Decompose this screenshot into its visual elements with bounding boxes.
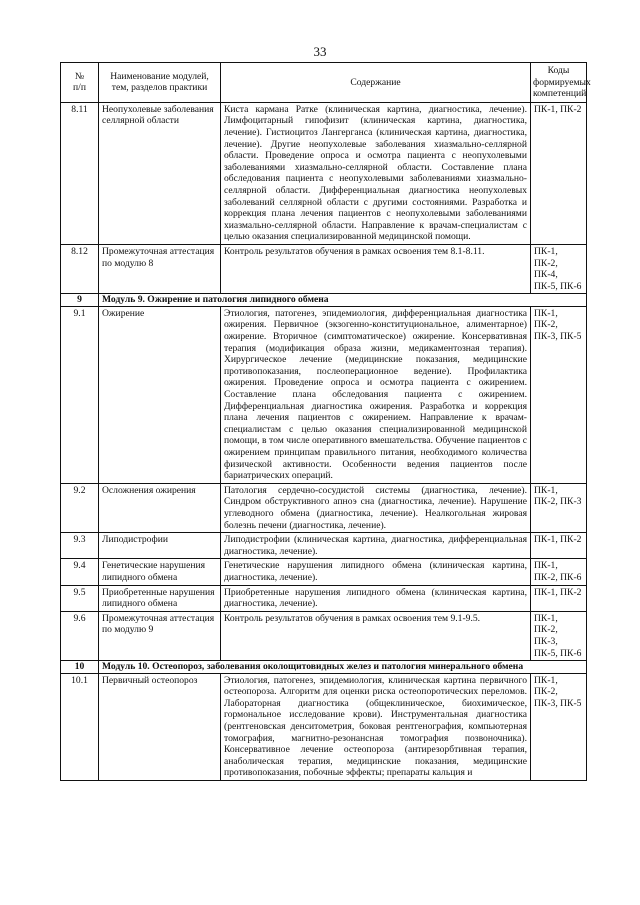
row-number: 9.4 — [61, 559, 99, 585]
table-header-row — [61, 63, 587, 103]
row-codes: ПК-1, ПК-2, ПК-3, ПК-5 — [531, 306, 587, 483]
row-number: 9.3 — [61, 533, 99, 559]
row-name: Неопухолевые заболевания селлярной области — [99, 102, 221, 244]
row-number: 8.11 — [61, 102, 99, 244]
row-content: Этиология, патогенез, эпидемиология, дифференциальная диагностика ожирения. Первичное (экзогенно-конституциональное, алиментарное) ожирение. Вторичное (симптоматическое) ожирение. Консервативная терапия (модификация образа жизни, медикаментозная терапия). Хирургическое лечение (медицинские показания, медицинские противопоказания, послеоперационное ведение). Профилактика ожирения. Проведение опроса и осмотра пациента с ожирением. Составление плана обследования пациента с ожирением. Дифференциальная диагностика ожирения. Разработка и коррекция плана лечения пациентов с ожирением. Направление к врачам-специалистам с целью оказания специализированной медицинской помощи, в том числе оперативного вмешательства. Обучение пациентов с ожирением принципам правильного питания, необходимого количества физической активности. Особенности ведения пациентов после бариатрических операций. — [221, 306, 531, 483]
header-name: Наименование модулей, тем, разделов практики — [99, 63, 221, 103]
row-content: Приобретенные нарушения липидного обмена (клиническая картина, диагностика, лечение). — [221, 585, 531, 611]
row-codes: ПК-1, ПК-2 — [531, 585, 587, 611]
header-num: № п/п — [61, 63, 99, 103]
header-content: Содержание — [221, 63, 531, 103]
table-row — [61, 306, 587, 483]
row-content: Киста кармана Ратке (клиническая картина, диагностика, лечение). Лимфоцитарный гипофизит (клиническая картина, диагностика, лечение). Гистиоцитоз Лангерганса (клиническая картина, диагностика, лечение). Другие неопухолевые заболевания хиазмально-селлярной области. Проведение опроса и осмотра пациента с неопухолевыми заболеваниями хиазмально-селлярной области. Составление плана обследования пациента с неопухолевыми заболеваниями хиазмально-селлярной области. Дифференциальная диагностика неопухолевых заболеваний селлярной области с другими состояниями. Разработка и коррекция плана лечения пациентов с неопухолевыми заболеваниями хиазмально-селлярной области. Направление к врачам-специалистам с целью оказания специализированной медицинской помощи. — [221, 102, 531, 244]
table-row — [61, 533, 587, 559]
module-row — [61, 661, 587, 674]
row-content: Контроль результатов обучения в рамках освоения тем 8.1-8.11. — [221, 244, 531, 293]
row-codes: ПК-1, ПК-2, ПК-3 — [531, 483, 587, 532]
module-number: 10 — [61, 661, 99, 674]
module-row — [61, 294, 587, 307]
row-codes: ПК-1, ПК-2 — [531, 533, 587, 559]
row-name: Промежуточная аттестация по модулю 9 — [99, 611, 221, 660]
table-row — [61, 611, 587, 660]
row-name: Приобретенные нарушения липидного обмена — [99, 585, 221, 611]
page-number: 33 — [313, 44, 327, 59]
row-name: Ожирение — [99, 306, 221, 483]
row-codes: ПК-1, ПК-2, ПК-6 — [531, 559, 587, 585]
row-name: Промежуточная аттестация по модулю 8 — [99, 244, 221, 293]
row-number: 10.1 — [61, 673, 99, 780]
table-row — [61, 483, 587, 532]
table-body — [61, 102, 587, 780]
row-number: 9.2 — [61, 483, 99, 532]
row-name: Генетические нарушения липидного обмена — [99, 559, 221, 585]
header-codes: Коды формируемых компетенций — [531, 63, 587, 103]
row-codes: ПК-1, ПК-2, ПК-4, ПК-5, ПК-6 — [531, 244, 587, 293]
row-name: Осложнения ожирения — [99, 483, 221, 532]
row-codes: ПК-1, ПК-2, ПК-3, ПК-5, ПК-6 — [531, 611, 587, 660]
row-content: Патология сердечно-сосудистой системы (диагностика, лечение). Синдром обструктивного апноэ сна (диагностика, лечение). Нарушение углеводного обмена (диагностика, лечение). Неалкогольная жировая болезнь печени (диагностика, лечение). — [221, 483, 531, 532]
table-row — [61, 244, 587, 293]
row-name: Первичный остеопороз — [99, 673, 221, 780]
table-row — [61, 673, 587, 780]
module-number: 9 — [61, 294, 99, 307]
module-title: Модуль 10. Остеопороз, заболевания околощитовидных желез и патология минерального обмена — [99, 661, 587, 674]
table-row — [61, 102, 587, 244]
table-row — [61, 559, 587, 585]
row-name: Липодистрофии — [99, 533, 221, 559]
table-row — [61, 585, 587, 611]
row-content: Контроль результатов обучения в рамках освоения тем 9.1-9.5. — [221, 611, 531, 660]
module-title: Модуль 9. Ожирение и патология липидного обмена — [99, 294, 587, 307]
row-content: Генетические нарушения липидного обмена (клиническая картина, диагностика, лечение). — [221, 559, 531, 585]
row-number: 9.1 — [61, 306, 99, 483]
row-content: Липодистрофии (клиническая картина, диагностика, дифференциальная диагностика, лечение). — [221, 533, 531, 559]
row-number: 9.5 — [61, 585, 99, 611]
row-number: 8.12 — [61, 244, 99, 293]
row-codes: ПК-1, ПК-2 — [531, 102, 587, 244]
row-number: 9.6 — [61, 611, 99, 660]
row-codes: ПК-1, ПК-2, ПК-3, ПК-5 — [531, 673, 587, 780]
curriculum-table — [60, 62, 591, 781]
row-content: Этиология, патогенез, эпидемиология, клиническая картина первичного остеопороза. Алгоритм для оценки риска остеопоротических переломов. Лабораторная диагностика (общеклиническое, биохимическое, гормональное исследование крови). Инструментальная диагностика (рентгеновская денситометрия, боковая рентгенография, компьютерная томография, магнитно-резонансная томография позвоночника). Консервативное лечение остеопороза (антирезорбтивная терапия, анаболическая терапия, медицинские показания, медицинские противопоказания, побочные эффекты; препараты кальция и — [221, 673, 531, 780]
